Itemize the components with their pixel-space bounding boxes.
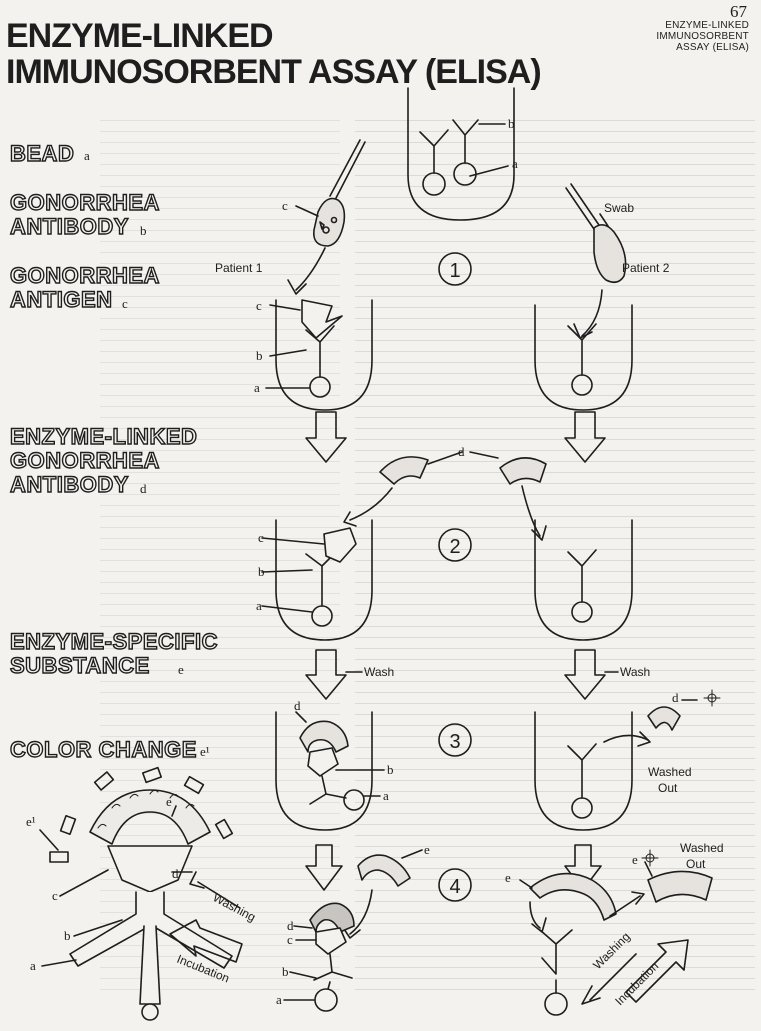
label-d: d	[287, 918, 294, 933]
term-gonorrhea-antibody-sub: b	[140, 223, 147, 238]
label-c: c	[287, 932, 293, 947]
bead	[344, 790, 364, 810]
label-washing: Washing	[590, 929, 633, 973]
label-b: b	[258, 564, 265, 579]
label-a: a	[30, 958, 36, 973]
label-b: b	[282, 964, 289, 979]
tube-2-right	[535, 520, 632, 640]
label-e: e	[505, 870, 511, 885]
label-out: Out	[658, 781, 678, 795]
label-incubation: Incubation	[612, 959, 662, 1009]
bead	[312, 606, 332, 626]
antigen	[324, 528, 356, 562]
label-patient-2: Patient 2	[622, 261, 670, 275]
label-e: e	[424, 842, 430, 857]
antibody	[453, 120, 478, 163]
label-out: Out	[686, 857, 706, 871]
term-gonorrhea-antibody-2: ANTIBODY	[10, 214, 129, 239]
down-arrow	[565, 412, 605, 462]
term-gonorrhea-antibody-1: GONORRHEA	[10, 190, 160, 215]
term-enzyme-specific-2: SUBSTANCE	[10, 653, 150, 678]
label-e: e	[166, 794, 172, 809]
step-3-number: 3	[449, 731, 461, 753]
label-b: b	[64, 928, 71, 943]
label-c: c	[52, 888, 58, 903]
step-2-number: 2	[449, 536, 461, 558]
label-e1: e¹	[26, 814, 36, 829]
label-c: c	[256, 298, 262, 313]
label-d: d	[672, 690, 679, 705]
running-header-line: ASSAY (ELISA)	[676, 42, 749, 53]
label-swab: Swab	[604, 201, 635, 215]
label-patient-1: Patient 1	[215, 261, 263, 275]
bead	[310, 377, 330, 397]
label-d: d	[294, 698, 301, 713]
bead	[423, 173, 445, 195]
antibody	[568, 550, 596, 602]
wash-arrow	[565, 650, 605, 699]
antibody	[310, 776, 346, 804]
label-a: a	[254, 380, 260, 395]
step-4-number: 4	[449, 876, 461, 898]
tube-3-left	[276, 712, 384, 830]
page-title-line2: IMMUNOSORBENT ASSAY (ELISA)	[6, 53, 541, 91]
term-bead: BEAD	[10, 141, 75, 166]
bead	[572, 798, 592, 818]
term-bead-sub: a	[84, 148, 90, 163]
bead	[572, 602, 592, 622]
page-title-line1: ENZYME-LINKED	[6, 17, 273, 55]
term-enzyme-linked-sub: d	[140, 481, 147, 496]
term-gonorrhea-antigen-2: ANTIGEN	[10, 287, 113, 312]
bead	[572, 375, 592, 395]
running-header-line: ENZYME-LINKED	[665, 20, 749, 31]
label-a: a	[383, 788, 389, 803]
top-test-tube	[408, 88, 514, 220]
label-b: b	[256, 348, 263, 363]
term-gonorrhea-antigen-1: GONORRHEA	[10, 263, 160, 288]
label-a: a	[276, 992, 282, 1007]
label-c: c	[282, 198, 288, 213]
enzyme	[300, 721, 348, 752]
down-arrow	[306, 845, 342, 890]
term-enzyme-specific-1: ENZYME-SPECIFIC	[10, 629, 218, 654]
crosshair-icon	[642, 850, 658, 866]
substance-washed-out	[648, 871, 712, 902]
label-washing: Washing	[210, 890, 259, 925]
bottom-left-complex	[284, 903, 354, 1011]
term-enzyme-linked-3: ANTIBODY	[10, 472, 129, 497]
tube-1-left	[266, 300, 372, 410]
enzyme-linked-antibody	[344, 452, 546, 540]
term-enzyme-specific-sub: e	[178, 662, 184, 677]
down-arrow	[306, 412, 346, 462]
label-incubation: Incubation	[174, 951, 232, 986]
crosshair-icon	[704, 690, 720, 706]
term-gonorrhea-antigen-sub: c	[122, 296, 128, 311]
page-number: 67	[730, 2, 747, 21]
term-enzyme-linked-2: GONORRHEA	[10, 448, 160, 473]
label-wash: Wash	[364, 665, 395, 679]
bead	[454, 163, 476, 185]
term-enzyme-linked-1: ENZYME-LINKED	[10, 424, 198, 449]
label-a: a	[512, 156, 518, 171]
label-e: e	[632, 852, 638, 867]
tube-1-right	[535, 305, 632, 410]
label-b: b	[387, 762, 394, 777]
antigen	[308, 748, 338, 776]
label-c: c	[258, 530, 264, 545]
substance-worm	[358, 855, 410, 886]
label-washed: Washed	[680, 841, 724, 855]
label-d: d	[458, 444, 465, 459]
antibody	[420, 130, 448, 173]
term-color-change: COLOR CHANGE	[10, 737, 197, 762]
label-washed: Washed	[648, 765, 692, 779]
antibody	[568, 744, 596, 798]
running-header-line: IMMUNOSORBENT	[656, 31, 749, 42]
tube-2-left	[262, 520, 372, 640]
step-1-number: 1	[449, 260, 461, 282]
term-color-change-sub: e¹	[200, 744, 210, 759]
label-d: d	[172, 866, 179, 881]
swab-patient-1	[288, 140, 365, 294]
enzyme-washed-out	[648, 707, 680, 730]
label-a: a	[256, 598, 262, 613]
label-wash: Wash	[620, 665, 651, 679]
color-change-illustration	[40, 768, 232, 1020]
wash-arrow	[306, 650, 346, 699]
label-b: b	[508, 116, 515, 131]
